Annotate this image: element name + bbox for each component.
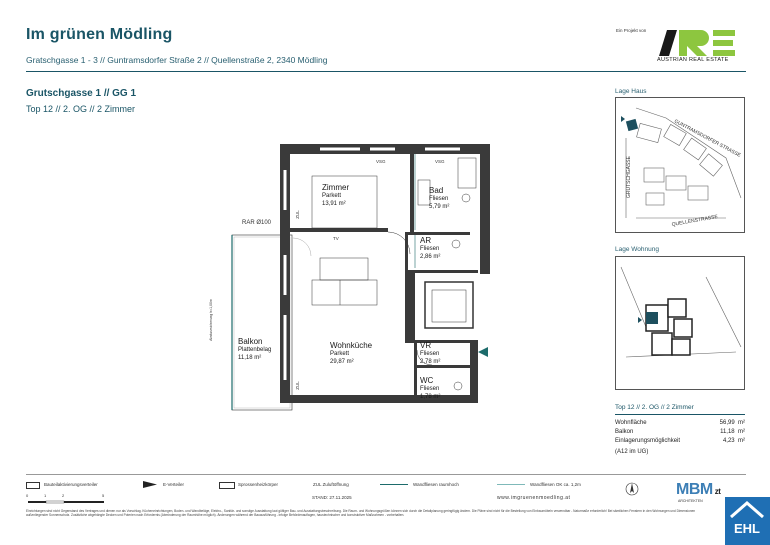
tile-line-icon	[380, 484, 408, 485]
scale-tick: 5	[102, 493, 105, 498]
room-name: Wohnküche	[330, 341, 373, 350]
legend-ev: E-Verteiler	[163, 482, 185, 487]
room-floor: Fliesen	[420, 386, 440, 392]
street-label: GRUTSCHGASSE	[626, 156, 632, 198]
street-label: GUNTRAMSDORFER STRASSE	[673, 118, 742, 159]
room-area: 13,91 m²	[322, 201, 346, 207]
absturz-label: Absturzsicherung h=1,00m	[208, 299, 213, 341]
info-label: Balkon	[615, 429, 634, 435]
room-name: VR	[420, 341, 432, 350]
lage-haus-map	[615, 97, 745, 233]
footer-divider	[26, 474, 746, 475]
mbm-logo: MBM zt	[676, 481, 721, 498]
website-link[interactable]: www.imgruenenmoedling.at	[497, 495, 571, 501]
room-floor: Plattenbelag	[238, 347, 272, 353]
logo-subtitle: AUSTRIAN REAL ESTATE	[657, 57, 729, 63]
room-floor: Fliesen	[420, 246, 440, 252]
legend-zul: ZUL Zuluftöffnung	[313, 482, 349, 487]
street-label: QUELLENSTRASSE	[671, 213, 719, 228]
info-label: Wohnfläche	[615, 420, 647, 426]
zul-label: ZUL	[294, 381, 300, 390]
room-wc	[420, 377, 440, 401]
info-label: Einlagerungsmöglichkeit	[615, 438, 681, 444]
room-floor: Fliesen	[429, 196, 449, 202]
scale-tick: 2	[62, 493, 65, 498]
room-wohnkueche	[330, 342, 372, 366]
legend-bav: Bauteilaktivierungsverteiler	[44, 482, 98, 487]
room-area: 2,78 m²	[420, 359, 441, 365]
heater-icon	[219, 482, 235, 489]
room-floor: Fliesen	[420, 351, 440, 357]
legend-wand-ok: Wandfliesen OK ca. 1,2m	[530, 482, 581, 487]
ehl-logo-text: EHL	[734, 521, 760, 536]
room-area: 11,18 m²	[238, 355, 262, 361]
room-bad	[429, 187, 449, 211]
room-balkon	[238, 338, 271, 362]
info-row-einlagerung	[615, 438, 745, 444]
scale-bar	[26, 492, 136, 506]
info-note: (A12 im UG)	[615, 449, 649, 455]
info-unit: m²	[738, 438, 745, 444]
legend-wand-raum: Wandfliesen raumhoch	[413, 482, 459, 487]
room-name: Bad	[429, 186, 444, 195]
disclaimer-text: Einrichtungen sind nicht Gegenstand des Vertrages und dienen nur als Vorschlag. Kücheneinrichtungen, Boden- und Wandbeläge, Elektro-, Sanitär- und sonstige Ausstattung laut gültiger Bau- und Ausstattungsbeschreibung. Die Raum- und Wohnungsgrößen können sich durch die Detailplanung geringfügig ändern. Die Pläne sind nicht für die Bestellung von Einbaumöbeln verwendbar - Naturmaße erforderlich! Bei sämtlichen Fenstern in den Wohnungen und Dimensionen außenliegender Sonnenschutz. Zusätzliche abgehängte Decken und Poterien nach Erfordernis (Abminderung der Raumhöhe möglich). Änderungen während der Bauausführung - infolge Behördenauflagen, haustechnischer und konstruktiver Maßnahmen - vorbehalten.	[26, 509, 696, 517]
scale-tick: 0	[26, 493, 29, 498]
mbm-subtitle: ARCHITEKTEN	[678, 499, 703, 503]
projekt-von-label: Ein Projekt von	[616, 28, 647, 33]
tile-line-low-icon	[497, 484, 525, 485]
floor-plan	[220, 140, 500, 415]
unit-subtitle: Top 12 // 2. OG // 2 Zimmer	[26, 104, 136, 114]
header-divider	[26, 71, 746, 72]
info-unit: m²	[738, 429, 745, 435]
rar-label: RAR Ø100	[242, 220, 272, 226]
logo-text: ARE	[655, 24, 658, 25]
ev-icon	[143, 481, 157, 488]
info-value: 11,18	[720, 429, 735, 435]
info-row-balkon	[615, 429, 745, 435]
zul-label: ZUL	[294, 210, 300, 219]
room-zimmer	[322, 184, 349, 208]
room-area: 2,86 m²	[420, 254, 441, 260]
bav-icon	[26, 482, 40, 489]
info-row-wohnflaeche	[615, 420, 745, 426]
house-roof-icon	[725, 499, 770, 519]
lage-wohnung-map	[615, 256, 745, 390]
lage-haus-label: Lage Haus	[615, 88, 647, 95]
vsg-label: VSG	[435, 159, 445, 164]
info-divider	[615, 414, 745, 415]
info-value: 4,23	[722, 438, 735, 444]
room-name: Zimmer	[322, 183, 350, 192]
info-unit: m²	[738, 420, 745, 426]
lage-wohnung-label: Lage Wohnung	[615, 246, 659, 253]
unit-title: Grutschgasse 1 // GG 1	[26, 88, 137, 99]
room-area: 1,78 m²	[420, 394, 441, 400]
room-floor: Parkett	[330, 351, 350, 357]
page-title: Im grünen Mödling	[26, 26, 173, 43]
room-ar	[420, 237, 440, 261]
info-title: Top 12 // 2. OG // 2 Zimmer	[615, 404, 694, 411]
room-name: WC	[420, 376, 434, 385]
room-name: Balkon	[238, 337, 263, 346]
room-floor: Parkett	[322, 193, 342, 199]
room-area: 29,87 m²	[330, 359, 354, 365]
scale-tick: 1	[44, 493, 47, 498]
address-subtitle: Gratschgasse 1 - 3 // Guntramsdorfer Straße 2 // Quellenstraße 2, 2340 Mödling	[26, 55, 328, 65]
info-value: 56,99	[719, 420, 735, 426]
legend-spr: Sprossenheizkörper	[238, 482, 279, 487]
vsg-label: VSG	[376, 159, 386, 164]
stand-date: STAND: 27.11.2025	[312, 495, 352, 500]
tv-label: TV	[333, 236, 339, 241]
room-vr	[420, 342, 440, 366]
north-arrow-icon	[625, 482, 639, 496]
room-area: 5,79 m²	[429, 204, 450, 210]
room-name: AR	[420, 236, 432, 245]
